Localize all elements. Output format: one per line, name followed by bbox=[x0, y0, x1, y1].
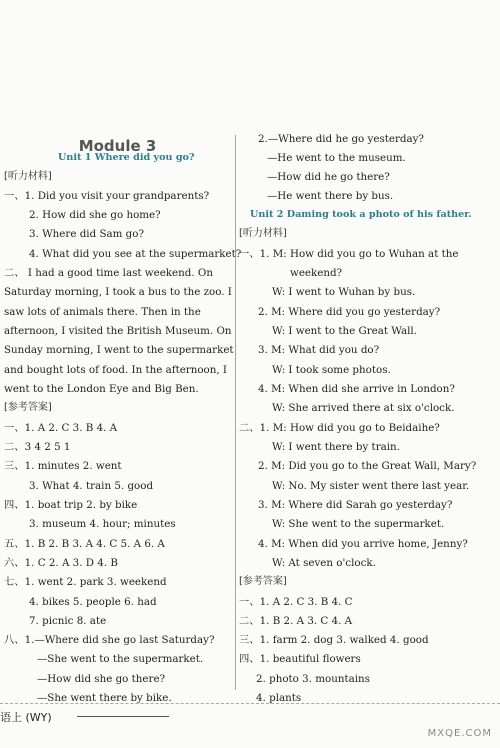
right-text-line: 4. M: When did you arrive home, Jenny? bbox=[258, 538, 468, 550]
left-text-line: saw lots of animals there. Then in the bbox=[4, 306, 201, 318]
left-text-line: and bought lots of food. In the afternoon, I bbox=[4, 364, 227, 376]
left-text-line: 八、1.—Where did she go last Saturday? bbox=[4, 634, 215, 646]
left-text-line: 二、3 4 2 5 1 bbox=[4, 441, 71, 453]
left-text-line: afternoon, I visited the British Museum. On bbox=[4, 325, 232, 337]
right-text-line: 3. M: Where did Sarah go yesterday? bbox=[258, 499, 453, 511]
watermark-text: MXQE.COM bbox=[427, 728, 492, 739]
right-text-line: W: No. My sister went there last year. bbox=[272, 480, 470, 492]
left-text-line: 四、1. boat trip 2. by bike bbox=[4, 499, 138, 511]
right-text-line: W: I went to the Great Wall. bbox=[272, 325, 417, 337]
right-text-line: W: I took some photos. bbox=[272, 364, 391, 376]
right-text-line: W: At seven o'clock. bbox=[272, 557, 376, 569]
footer-label: 语上 (WY) bbox=[0, 711, 52, 724]
module-title: Module 3 bbox=[78, 137, 157, 155]
right-text-line: W: She went to the supermarket. bbox=[272, 518, 445, 530]
left-text-line: —She went to the supermarket. bbox=[37, 653, 204, 665]
left-text-line: —How did she go there? bbox=[37, 673, 166, 685]
left-text-line: Unit 1 Where did you go? bbox=[58, 152, 195, 163]
right-text-line: 二、1. B 2. A 3. C 4. A bbox=[239, 615, 353, 627]
right-text-line: 4. plants bbox=[256, 692, 302, 704]
left-text-line: 7. picnic 8. ate bbox=[29, 615, 107, 627]
right-text-line: —He went there by bus. bbox=[267, 190, 394, 202]
right-text-line: 一、1. M: How did you go to Wuhan at the bbox=[239, 248, 459, 260]
column-divider bbox=[235, 135, 236, 690]
right-text-line: 2. M: Did you go to the Great Wall, Mary? bbox=[258, 460, 477, 472]
right-text-line: 2.—Where did he go yesterday? bbox=[258, 133, 424, 145]
left-text-line: 七、1. went 2. park 3. weekend bbox=[4, 576, 167, 588]
left-text-line: 一、1. A 2. C 3. B 4. A bbox=[4, 422, 118, 434]
left-text-line: 3. Where did Sam go? bbox=[29, 228, 144, 240]
left-text-line: —She went there by bike. bbox=[37, 692, 172, 704]
right-text-line: W: She arrived there at six o'clock. bbox=[272, 402, 455, 414]
footer-rule bbox=[0, 703, 500, 704]
right-text-line: [听力材料] bbox=[239, 228, 287, 239]
right-text-line: 3. M: What did you do? bbox=[258, 344, 380, 356]
right-text-line: W: I went to Wuhan by bus. bbox=[272, 286, 416, 298]
left-text-line: 3. museum 4. hour; minutes bbox=[29, 518, 176, 530]
left-text-line: [听力材料] bbox=[4, 171, 52, 182]
right-text-line: 三、1. farm 2. dog 3. walked 4. good bbox=[239, 634, 429, 646]
right-text-line: —How did he go there? bbox=[267, 171, 390, 183]
right-text-line: 4. M: When did she arrive in London? bbox=[258, 383, 455, 395]
left-text-line: 三、1. minutes 2. went bbox=[4, 460, 122, 472]
right-text-line: 2. M: Where did you go yesterday? bbox=[258, 306, 441, 318]
right-text-line: Unit 2 Daming took a photo of his father. bbox=[250, 209, 472, 220]
left-text-line: 4. What did you see at the supermarket? bbox=[29, 248, 242, 260]
right-text-line: —He went to the museum. bbox=[267, 152, 406, 164]
left-text-line: went to the London Eye and Big Ben. bbox=[4, 383, 199, 395]
left-text-line: [参考答案] bbox=[4, 402, 52, 413]
right-text-line: [参考答案] bbox=[239, 576, 287, 587]
left-text-line: 六、1. C 2. A 3. D 4. B bbox=[4, 557, 118, 569]
right-text-line: 二、1. M: How did you go to Beidaihe? bbox=[239, 422, 440, 434]
right-text-line: 四、1. beautiful flowers bbox=[239, 653, 361, 665]
left-text-line: 2. How did she go home? bbox=[29, 209, 161, 221]
left-text-line: Sunday morning, I went to the supermarket bbox=[4, 344, 234, 356]
left-text-line: 4. bikes 5. people 6. had bbox=[29, 596, 157, 608]
right-text-line: 2. photo 3. mountains bbox=[256, 673, 370, 685]
right-text-line: 一、1. A 2. C 3. B 4. C bbox=[239, 596, 353, 608]
left-text-line: 3. What 4. train 5. good bbox=[29, 480, 154, 492]
right-text-line: W: I went there by train. bbox=[272, 441, 400, 453]
left-text-line: 五、1. B 2. B 3. A 4. C 5. A 6. A bbox=[4, 538, 165, 550]
left-text-line: 二、 I had a good time last weekend. On bbox=[4, 267, 213, 279]
left-text-line: Saturday morning, I took a bus to the zoo. I bbox=[4, 286, 232, 298]
footer-blank-line bbox=[77, 716, 169, 717]
left-text-line: 一、1. Did you visit your grandparents? bbox=[4, 190, 210, 202]
right-text-line: weekend? bbox=[290, 267, 343, 279]
